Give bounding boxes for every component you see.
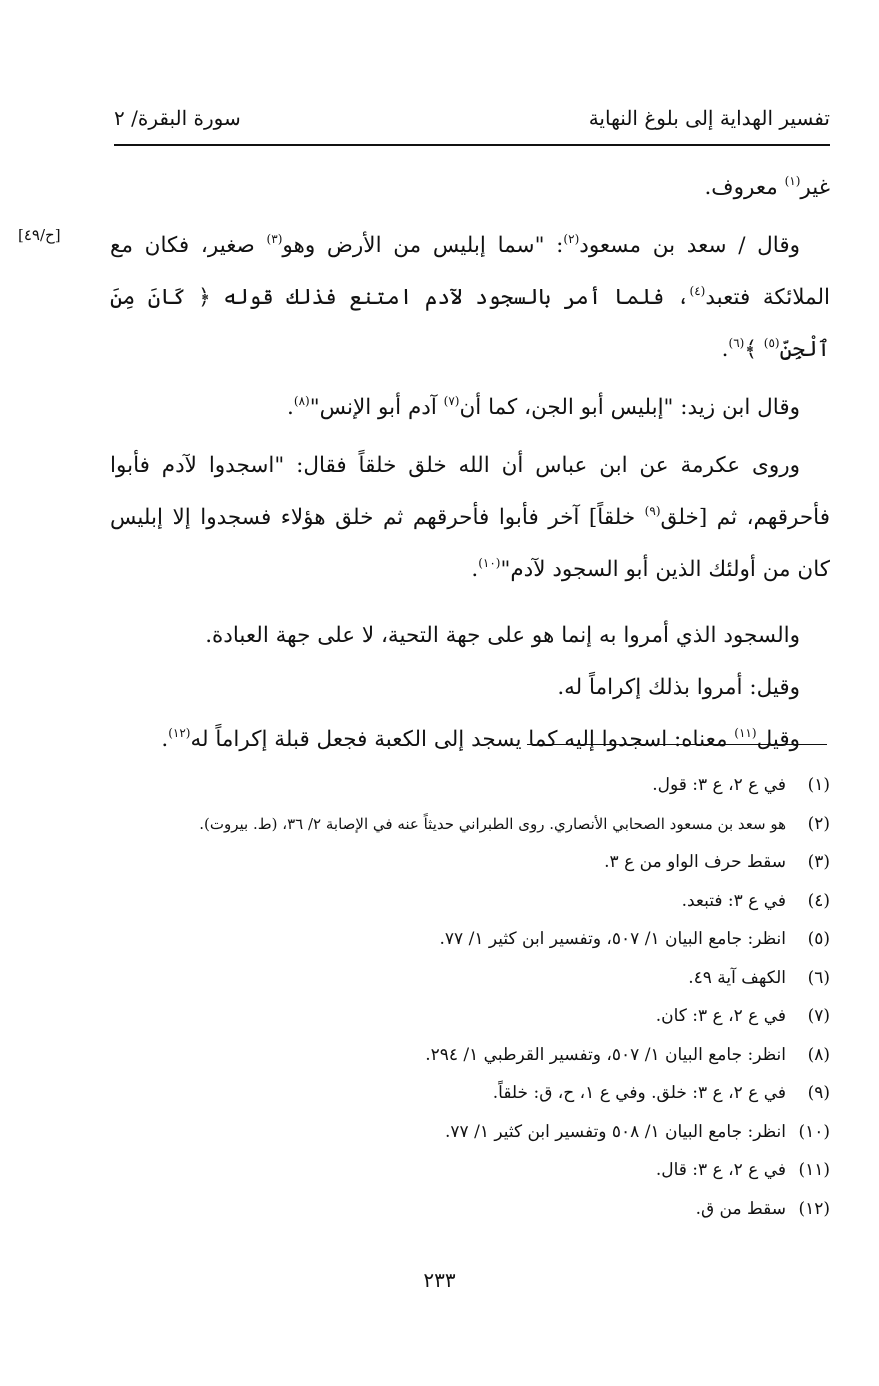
- paragraph-saad: وقال / سعد بن مسعود$^{(٢)}$: "سما إبليس من الأرض وهو$^{(٣)}$ صغير، فكان مع الملائكة فتعبد$^{(٤)}$، فلما أمر بالسجود لآدم امتنع فذلك قوله ﴿ كَانَ مِنَ ٱلْجِنِّ$^{(٥)}$ ﴾$^{(٦)}$.: [110, 232, 831, 362]
- footnote-ref: (٧): [443, 394, 460, 408]
- footnote-number: (٢): [807, 813, 830, 834]
- footnote-text: انظر: جامع البيان ١/ ٥٠٧، وتفسير ابن كثير ١/ ٧٧.: [439, 929, 786, 949]
- footnote-ref: (٣): [266, 232, 283, 246]
- footnote-ref: (١): [784, 174, 801, 188]
- footnote-text: في ع ٢، ع ٣: كان.: [655, 1006, 786, 1026]
- footnote-number: (١): [807, 775, 830, 795]
- footnote-text: الكهف آية ٤٩.: [688, 967, 786, 988]
- footnote-text: هو سعد بن مسعود الصحابي الأنصاري. روى الطبراني حديثاً عنه في الإصابة ٢/ ٣٦، (ط. بيروت).: [199, 814, 786, 833]
- footnote-item: [110, 959, 830, 998]
- footnote-text: في ع ٢، ع ٣: قول.: [652, 775, 786, 795]
- footnote-number: (٩): [807, 1083, 830, 1103]
- footnote-number: (٤): [807, 890, 830, 911]
- footnote-item: [110, 1113, 830, 1152]
- footnote-number: (١١): [798, 1160, 830, 1180]
- manuscript-page-mark: [ح/٤٩]: [18, 226, 61, 244]
- footnotes: [110, 766, 830, 1228]
- main-text: [110, 162, 830, 766]
- footnote-number: (١٠): [798, 1121, 830, 1142]
- header-book-title: تفسير الهداية إلى بلوغ النهاية: [588, 106, 830, 130]
- footnote-text: في ع ٢، ع ٣: خلق. وفي ع ١، ح، ق: خلقاً.: [492, 1083, 786, 1103]
- header-rule: [114, 144, 830, 146]
- footnote-separator: [527, 744, 827, 745]
- footnote-text: سقط حرف الواو من ع ٣.: [604, 852, 786, 872]
- footnote-item: [110, 997, 830, 1036]
- footnote-item: [110, 805, 830, 844]
- footnote-item: [110, 1036, 830, 1075]
- paragraph-continuation: غير$^{(١)}$ معروف.: [704, 174, 830, 200]
- footnote-ref: (٤): [689, 284, 706, 298]
- footnote-number: (٦): [807, 967, 830, 988]
- footnote-text: سقط من ق.: [695, 1198, 786, 1219]
- running-header: [114, 102, 830, 138]
- footnote-ref: (٨): [293, 394, 310, 408]
- paragraph-ibn-zayd: وقال ابن زيد: "إبليس أبو الجن، كما أن$^{(٧)}$ آدم أبو الإنس"$^{(٨)}$.: [287, 394, 800, 420]
- footnote-item: [110, 1151, 830, 1190]
- footnote-ref: (٥): [763, 336, 780, 350]
- footnote-number: (٣): [807, 852, 830, 872]
- footnote-item: [110, 920, 830, 959]
- footnote-text: انظر: جامع البيان ١/ ٥٠٨ وتفسير ابن كثير ١/ ٧٧.: [445, 1121, 786, 1142]
- footnote-ref: (٢): [563, 232, 580, 246]
- footnote-ref: (١٢): [168, 726, 191, 740]
- paragraph-qila-2: وقيل$^{(١١)}$ معناه: اسجدوا إليه كما يسجد إلى الكعبة فجعل قبلة إكراماً له$^{(١٢)}$.: [161, 726, 800, 752]
- header-section: سورة البقرة/ ٢: [114, 106, 241, 130]
- footnote-text: في ع ٢، ع ٣: قال.: [655, 1160, 786, 1180]
- footnote-number: (٨): [807, 1044, 830, 1065]
- footnote-number: (١٢): [798, 1198, 830, 1219]
- paragraph-ikrima: وروى عكرمة عن ابن عباس أن الله خلق خلقاً فقال: "اسجدوا لآدم فأبوا فأحرقهم، ثم [خلق$^{(٩)}$ خلقاً] آخر فأبوا فأحرقهم ثم خلق هؤلاء فسجدوا إلا إبليس كان من أولئك الذين أبو السجود لآدم"$^{(١٠)}$.: [110, 453, 830, 582]
- footnote-item: [110, 1190, 830, 1229]
- footnote-ref: (١١): [734, 726, 757, 740]
- footnote-item: [110, 843, 830, 882]
- footnote-ref: (١٠): [478, 556, 501, 570]
- footnote-text: انظر: جامع البيان ١/ ٥٠٧، وتفسير القرطبي ١/ ٢٩٤.: [425, 1044, 786, 1065]
- footnote-number: (٥): [807, 929, 830, 949]
- footnote-item: [110, 766, 830, 805]
- footnote-ref: (٦): [728, 336, 745, 350]
- footnote-item: [110, 882, 830, 921]
- page-number: ٢٣٣: [423, 1268, 456, 1292]
- footnote-ref: (٩): [644, 504, 661, 518]
- paragraph-qila-1: وقيل: أمروا بذلك إكراماً له.: [557, 675, 800, 700]
- footnote-number: (٧): [807, 1006, 830, 1026]
- footnote-item: [110, 1074, 830, 1113]
- paragraph-sujud: والسجود الذي أمروا به إنما هو على جهة التحية، لا على جهة العبادة.: [205, 623, 800, 648]
- footnote-text: في ع ٣: فتبعد.: [681, 890, 786, 911]
